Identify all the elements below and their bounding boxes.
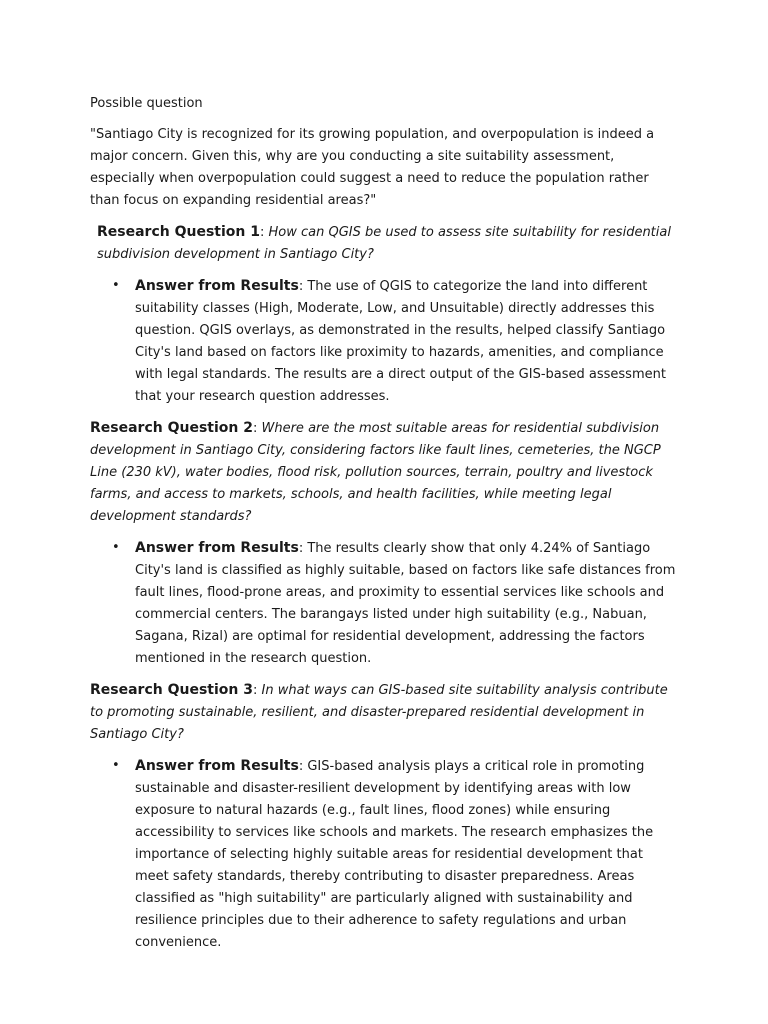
answer-list-1: [90, 275, 678, 408]
bullet-icon: •: [112, 278, 120, 293]
answer-list-2: [90, 537, 678, 670]
answer-1-label: Answer from Results: [135, 278, 299, 294]
answer-item-1: [90, 275, 678, 408]
answer-3-text: GIS-based analysis plays a critical role in promoting sustainable and disaster-resilient development by identifying areas with low exposure to natural hazards (e.g., fault lines, flood zones) while ensuring accessibility to services like schools and markets. The research emphasizes the importance of selecting highly suitable areas for residential development that meet safety standards, thereby contributing to disaster preparedness. Areas classified as "high suitability" are particularly aligned with sustainability and resilience principles due to their adherence to safety regulations and urban convenience.: [135, 759, 654, 950]
separator: :: [252, 683, 262, 698]
answer-3-label: Answer from Results: [135, 758, 299, 774]
section-heading: Possible question: [90, 96, 203, 111]
answer-list-3: [90, 755, 678, 954]
research-question-1: [90, 221, 678, 266]
research-question-1-text: How can QGIS be used to assess site suitability for residential subdivision development in Santiago City?: [97, 225, 671, 262]
bullet-icon: •: [112, 758, 120, 773]
separator: :: [298, 541, 308, 556]
separator: :: [298, 279, 308, 294]
research-question-1-label: Research Question 1: [97, 224, 260, 240]
answer-item-3: [90, 755, 678, 954]
research-question-3-text: In what ways can GIS-based site suitability analysis contribute to promoting sustainable, resilient, and disaster-prepared residential development in Santiago City?: [90, 683, 668, 742]
answer-1-text: The use of QGIS to categorize the land into different suitability classes (High, Moderate, Low, and Unsuitable) directly addresses this question. QGIS overlays, as demonstrated in the results, helped classify Santiago City's land based on factors like proximity to hazards, amenities, and compliance with legal standards. The results are a direct output of the GIS-based assessment that your research question addresses.: [135, 279, 666, 404]
bullet-icon: •: [112, 540, 120, 555]
answer-item-2: [90, 537, 678, 670]
question-quote: "Santiago City is recognized for its growing population, and overpopulation is indeed a major concern. Given this, why are you conducting a site suitability assessment, especially when overpopulation could suggest a need to reduce the population rather than focus on expanding residential areas?": [90, 127, 655, 208]
research-question-3-label: Research Question 3: [90, 682, 253, 698]
separator: :: [259, 225, 269, 240]
separator: :: [298, 759, 308, 774]
research-question-3: [90, 679, 678, 746]
answer-2-label: Answer from Results: [135, 540, 299, 556]
research-question-2-text: Where are the most suitable areas for residential subdivision development in Santiago City, considering factors like fault lines, cemeteries, the NGCP Line (230 kV), water bodies, flood risk, pollution sources, terrain, poultry and livestock farms, and access to markets, schools, and health facilities, while meeting legal development standards?: [90, 421, 661, 524]
research-question-2: [90, 417, 678, 528]
answer-2-text: The results clearly show that only 4.24% of Santiago City's land is classified as highly suitable, based on factors like safe distances from fault lines, flood-prone areas, and proximity to essential services like schools and commercial centers. The barangays listed under high suitability (e.g., Nabuan, Sagana, Rizal) are optimal for residential development, addressing the factors mentioned in the research question.: [135, 541, 676, 666]
research-question-2-label: Research Question 2: [90, 420, 253, 436]
separator: :: [252, 421, 262, 436]
